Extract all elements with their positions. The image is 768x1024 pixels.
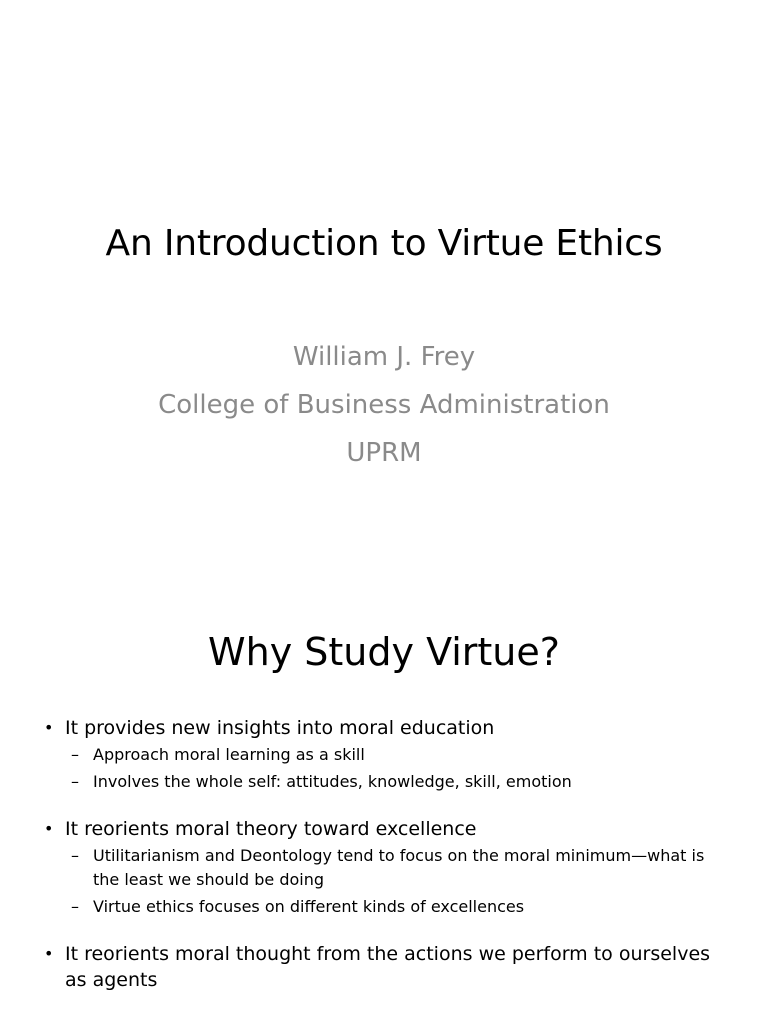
author-name: William J. Frey xyxy=(292,342,476,372)
bullet-text: It reorients moral thought from the actions we perform to ourselves as agents xyxy=(65,943,711,991)
sub-bullet-text: Utilitarianism and Deontology tend to focus on the moral minimum—what is the least we should be doing xyxy=(93,846,705,889)
sub-bullet-text: Virtue ethics focuses on different kinds of excellences xyxy=(93,897,525,916)
slide-subtitle xyxy=(0,333,768,477)
bullet-item xyxy=(44,941,724,993)
dash-icon: – xyxy=(71,772,79,791)
bullet-text: It provides new insights into moral education xyxy=(65,717,495,739)
slide-title: Why Study Virtue? xyxy=(208,630,560,674)
bullet-icon: • xyxy=(44,718,54,737)
sub-bullet-text: Involves the whole self: attitudes, knowledge, skill, emotion xyxy=(93,772,572,791)
content-slide xyxy=(0,576,768,1024)
dash-icon: – xyxy=(71,897,79,916)
dash-icon: – xyxy=(71,745,79,764)
sub-bullet-list xyxy=(65,844,724,919)
bullet-item xyxy=(44,715,724,794)
slide-title: An Introduction to Virtue Ethics xyxy=(105,223,663,264)
sub-bullet-list xyxy=(65,743,724,794)
author-institution: UPRM xyxy=(346,438,422,468)
sub-bullet-item xyxy=(71,770,724,794)
bullet-text: It reorients moral theory toward excellence xyxy=(65,818,477,840)
author-affiliation: College of Business Administration xyxy=(158,390,610,420)
sub-bullet-text: Approach moral learning as a skill xyxy=(93,745,365,764)
sub-bullet-item xyxy=(71,895,724,919)
bullet-list xyxy=(44,715,724,1015)
dash-icon: – xyxy=(71,846,79,865)
sub-bullet-item xyxy=(71,844,724,892)
sub-bullet-item xyxy=(71,743,724,767)
bullet-item xyxy=(44,816,724,919)
bullet-icon: • xyxy=(44,819,54,838)
bullet-icon: • xyxy=(44,944,54,963)
